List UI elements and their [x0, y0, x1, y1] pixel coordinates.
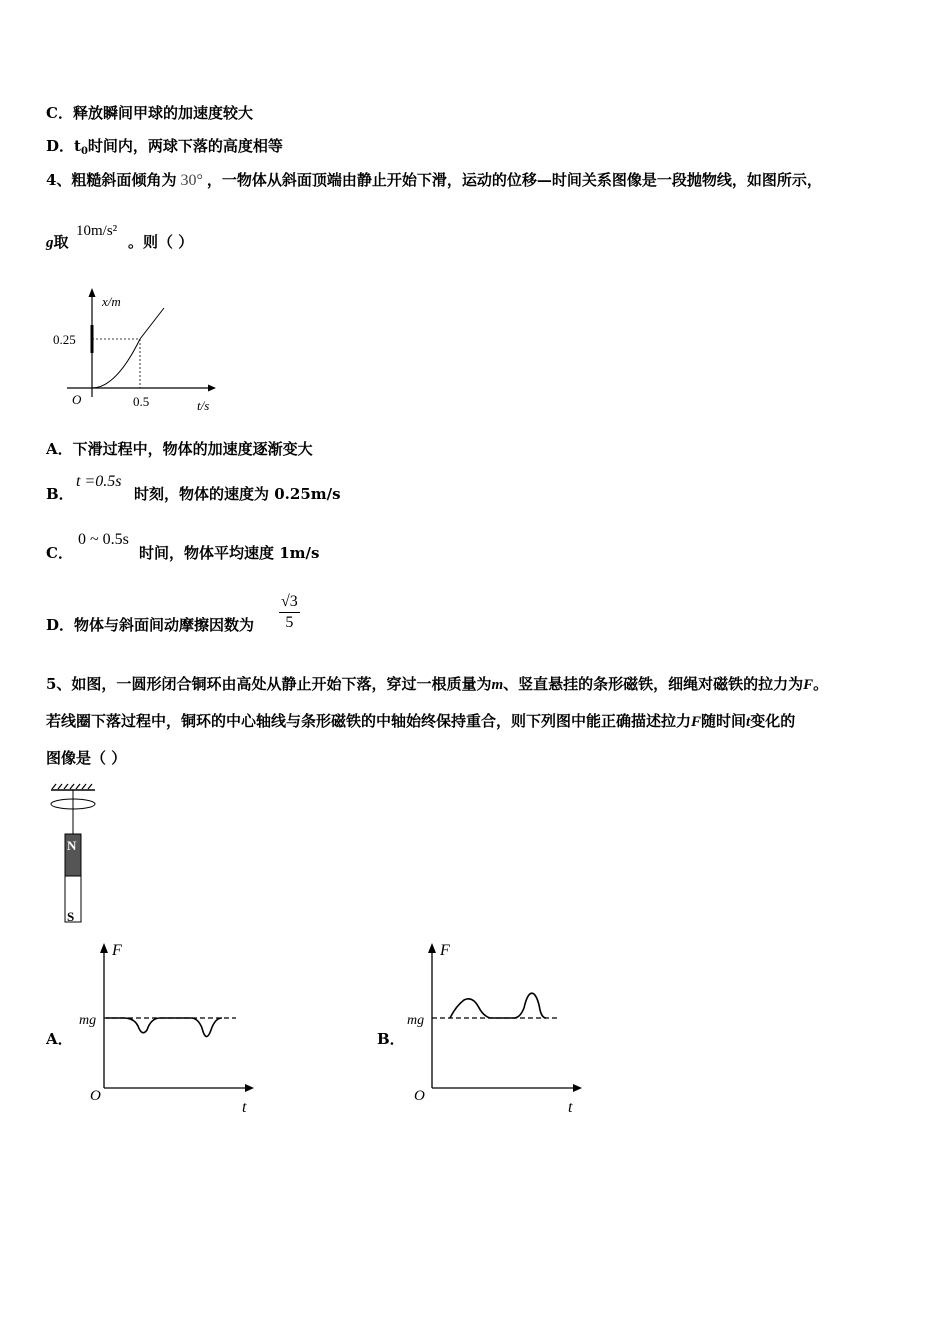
- q5-line1-b: 、竖直悬挂的条形磁铁，细绳对磁铁的拉力为: [503, 675, 804, 693]
- q4-option-c-text: 时间，物体平均速度 1m/s: [139, 544, 320, 562]
- q5-f-symbol: F: [803, 677, 814, 693]
- q4-stem-line1: [46, 170, 822, 191]
- q3-option-d: [46, 136, 283, 162]
- q3-option-d-sub: 0: [80, 146, 88, 157]
- fraction-denominator: 5: [285, 614, 294, 631]
- q5-line2-b: 随时间: [701, 712, 747, 730]
- q5-line2: [46, 711, 795, 732]
- q5-line3: 图像是（ ）: [46, 749, 127, 767]
- q4-stem-b: ，一物体从斜面顶端由静止开始下滑，运动的位移—时间关系图像是一段抛物线，如图所示，: [206, 171, 822, 189]
- q4-angle: 30°: [180, 172, 203, 189]
- t-axis-arrow-icon: [573, 1084, 582, 1092]
- force-curve: [450, 993, 546, 1018]
- q4-xt-graph: [50, 285, 220, 415]
- q5-line1: [46, 674, 828, 695]
- q3-option-d-pre: D．t: [46, 137, 81, 155]
- x-axis-label: t/s: [197, 398, 210, 413]
- x-tick-label: 0.5: [133, 394, 150, 409]
- y-tick-label: 0.25: [53, 332, 76, 347]
- origin-label: O: [90, 1088, 101, 1104]
- q4-option-b-label: B．: [46, 485, 74, 503]
- mg-label: mg: [407, 1013, 425, 1028]
- x-axis-arrow-icon: [208, 385, 216, 392]
- q4-option-a: A．下滑过程中，物体的加速度逐渐变大: [46, 440, 313, 458]
- t-axis-arrow-icon: [245, 1084, 254, 1092]
- q3-option-d-post: 时间内，两球下落的高度相等: [87, 137, 283, 155]
- g-take: 取: [53, 233, 69, 251]
- q5-line2-a: 若线圈下落过程中，铜环的中心轴线与条形磁铁的中轴始终保持重合，则下列图中能正确描述拉力: [46, 712, 692, 730]
- north-label: N: [67, 838, 77, 853]
- ceiling-hatch: [52, 784, 92, 789]
- q4-option-c-math: 0 ~ 0.5s: [78, 531, 129, 548]
- q4-stem-a: 4、粗糙斜面倾角为: [46, 171, 177, 189]
- q5-graph-a: [78, 938, 268, 1118]
- q4-option-b-text: 时刻，物体的速度为 0.25m/s: [134, 485, 341, 503]
- t-axis-label: t: [242, 1099, 247, 1116]
- q4-option-d-fraction: [279, 592, 300, 633]
- q4-option-b-math: t =0.5s: [76, 473, 122, 490]
- q5-line2-c: 变化的: [750, 712, 796, 730]
- magnet-diagram: [44, 782, 104, 924]
- q5-line2-f-symbol: F: [691, 714, 702, 730]
- y-axis-arrow-icon: [89, 288, 96, 297]
- q5-line2-t-symbol: t: [746, 714, 751, 730]
- origin-label: O: [72, 392, 82, 407]
- q4-g-value: 10m/s²: [76, 223, 118, 239]
- q3-option-c: C．释放瞬间甲球的加速度较大: [46, 104, 253, 122]
- f-axis-arrow-icon: [428, 943, 436, 953]
- force-curve: [106, 1018, 222, 1037]
- origin-label: O: [414, 1088, 425, 1104]
- y-axis-label: x/m: [102, 294, 121, 309]
- q4-option-c-label: C．: [46, 544, 73, 562]
- f-axis-label: F: [440, 942, 450, 959]
- q4-stem-end: 。则（ ）: [128, 233, 194, 251]
- f-axis-label: F: [112, 942, 122, 959]
- south-label: S: [67, 909, 75, 924]
- q5-line1-c: 。: [813, 675, 829, 693]
- q4-stem-line2: [46, 232, 69, 253]
- parabola-curve: [92, 308, 164, 388]
- q5-option-a-label: A．: [46, 1030, 73, 1048]
- q5-option-b-label: B．: [377, 1030, 405, 1048]
- q5-graph-b: [406, 938, 596, 1118]
- q5-m-symbol: m: [491, 677, 504, 693]
- g-symbol: g: [46, 235, 54, 251]
- q5-line1-a: 5、如图，一圆形闭合铜环由高处从静止开始下落，穿过一根质量为: [46, 675, 492, 693]
- q4-option-d-text: D．物体与斜面间动摩擦因数为: [46, 616, 255, 634]
- f-axis-arrow-icon: [100, 943, 108, 953]
- mg-label: mg: [79, 1013, 97, 1028]
- t-axis-label: t: [568, 1099, 573, 1116]
- fraction-numerator: √3: [279, 592, 300, 613]
